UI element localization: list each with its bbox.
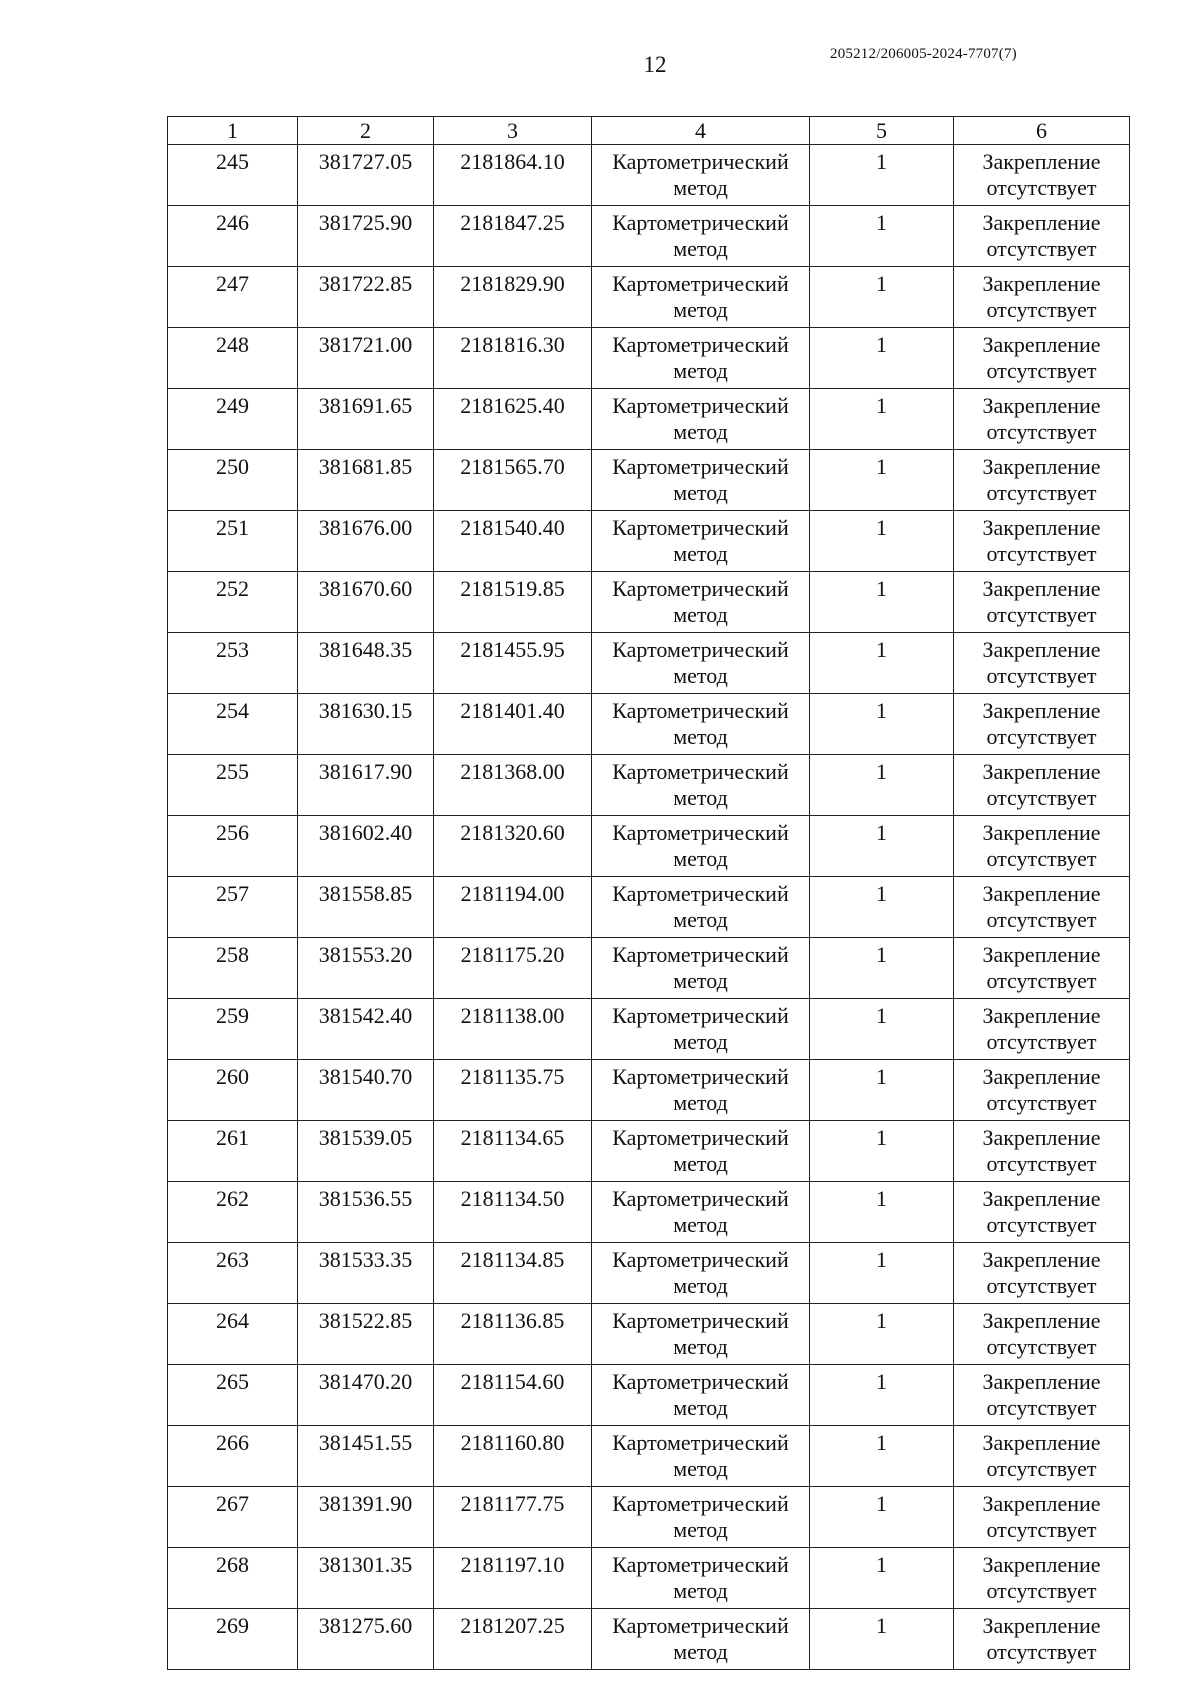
coord-x: 381275.60 — [298, 1609, 434, 1670]
method-cell: Картометрический метод — [592, 633, 810, 694]
table-row — [168, 145, 1130, 206]
point-number: 264 — [168, 1304, 298, 1365]
method-cell: Картометрический метод — [592, 206, 810, 267]
table-row — [168, 328, 1130, 389]
accuracy-cell: 1 — [810, 145, 954, 206]
coord-x: 381470.20 — [298, 1365, 434, 1426]
coord-x: 381721.00 — [298, 328, 434, 389]
accuracy-cell: 1 — [810, 1365, 954, 1426]
coord-y: 2181194.00 — [434, 877, 592, 938]
point-number: 253 — [168, 633, 298, 694]
table-row — [168, 755, 1130, 816]
coord-y: 2181519.85 — [434, 572, 592, 633]
accuracy-cell: 1 — [810, 1548, 954, 1609]
accuracy-cell: 1 — [810, 999, 954, 1060]
coord-y: 2181401.40 — [434, 694, 592, 755]
point-number: 260 — [168, 1060, 298, 1121]
point-number: 255 — [168, 755, 298, 816]
accuracy-cell: 1 — [810, 694, 954, 755]
table-row — [168, 1426, 1130, 1487]
coord-y: 2181134.50 — [434, 1182, 592, 1243]
method-cell: Картометрический метод — [592, 1548, 810, 1609]
point-number: 268 — [168, 1548, 298, 1609]
method-cell: Картометрический метод — [592, 450, 810, 511]
coord-y: 2181177.75 — [434, 1487, 592, 1548]
fixing-cell: Закрепление отсутствует — [954, 1182, 1130, 1243]
table-row — [168, 1487, 1130, 1548]
column-header: 1 — [168, 117, 298, 145]
table-row — [168, 1365, 1130, 1426]
column-header: 6 — [954, 117, 1130, 145]
table-row — [168, 206, 1130, 267]
point-number: 265 — [168, 1365, 298, 1426]
fixing-cell: Закрепление отсутствует — [954, 755, 1130, 816]
accuracy-cell: 1 — [810, 938, 954, 999]
method-cell: Картометрический метод — [592, 1243, 810, 1304]
fixing-cell: Закрепление отсутствует — [954, 267, 1130, 328]
coordinates-table — [167, 116, 1130, 1670]
coord-x: 381522.85 — [298, 1304, 434, 1365]
fixing-cell: Закрепление отсутствует — [954, 145, 1130, 206]
coord-x: 381676.00 — [298, 511, 434, 572]
table-row — [168, 450, 1130, 511]
coord-y: 2181134.65 — [434, 1121, 592, 1182]
coord-x: 381391.90 — [298, 1487, 434, 1548]
point-number: 250 — [168, 450, 298, 511]
coord-x: 381451.55 — [298, 1426, 434, 1487]
point-number: 254 — [168, 694, 298, 755]
fixing-cell: Закрепление отсутствует — [954, 1609, 1130, 1670]
coord-y: 2181864.10 — [434, 145, 592, 206]
coord-y: 2181455.95 — [434, 633, 592, 694]
coord-y: 2181207.25 — [434, 1609, 592, 1670]
point-number: 252 — [168, 572, 298, 633]
accuracy-cell: 1 — [810, 1060, 954, 1121]
method-cell: Картометрический метод — [592, 938, 810, 999]
method-cell: Картометрический метод — [592, 816, 810, 877]
coord-y: 2181368.00 — [434, 755, 592, 816]
coord-x: 381691.65 — [298, 389, 434, 450]
fixing-cell: Закрепление отсутствует — [954, 1304, 1130, 1365]
coord-y: 2181540.40 — [434, 511, 592, 572]
coord-y: 2181135.75 — [434, 1060, 592, 1121]
fixing-cell: Закрепление отсутствует — [954, 633, 1130, 694]
accuracy-cell: 1 — [810, 511, 954, 572]
method-cell: Картометрический метод — [592, 1182, 810, 1243]
accuracy-cell: 1 — [810, 633, 954, 694]
fixing-cell: Закрепление отсутствует — [954, 1121, 1130, 1182]
fixing-cell: Закрепление отсутствует — [954, 206, 1130, 267]
fixing-cell: Закрепление отсутствует — [954, 328, 1130, 389]
table-row — [168, 572, 1130, 633]
coord-x: 381648.35 — [298, 633, 434, 694]
method-cell: Картометрический метод — [592, 1487, 810, 1548]
coord-x: 381542.40 — [298, 999, 434, 1060]
point-number: 248 — [168, 328, 298, 389]
accuracy-cell: 1 — [810, 877, 954, 938]
coord-y: 2181197.10 — [434, 1548, 592, 1609]
point-number: 246 — [168, 206, 298, 267]
point-number: 262 — [168, 1182, 298, 1243]
column-header: 2 — [298, 117, 434, 145]
coord-y: 2181625.40 — [434, 389, 592, 450]
coord-y: 2181565.70 — [434, 450, 592, 511]
table-row — [168, 816, 1130, 877]
table-body — [168, 117, 1130, 1670]
table-row — [168, 1121, 1130, 1182]
column-header: 4 — [592, 117, 810, 145]
accuracy-cell: 1 — [810, 1487, 954, 1548]
table-row — [168, 938, 1130, 999]
table-row — [168, 1609, 1130, 1670]
fixing-cell: Закрепление отсутствует — [954, 816, 1130, 877]
fixing-cell: Закрепление отсутствует — [954, 877, 1130, 938]
coord-x: 381727.05 — [298, 145, 434, 206]
table-row — [168, 511, 1130, 572]
method-cell: Картометрический метод — [592, 267, 810, 328]
accuracy-cell: 1 — [810, 206, 954, 267]
method-cell: Картометрический метод — [592, 1060, 810, 1121]
fixing-cell: Закрепление отсутствует — [954, 1487, 1130, 1548]
coord-x: 381301.35 — [298, 1548, 434, 1609]
coord-y: 2181134.85 — [434, 1243, 592, 1304]
method-cell: Картометрический метод — [592, 572, 810, 633]
table-row — [168, 1243, 1130, 1304]
accuracy-cell: 1 — [810, 1426, 954, 1487]
coord-y: 2181829.90 — [434, 267, 592, 328]
fixing-cell: Закрепление отсутствует — [954, 1365, 1130, 1426]
method-cell: Картометрический метод — [592, 877, 810, 938]
coord-y: 2181154.60 — [434, 1365, 592, 1426]
fixing-cell: Закрепление отсутствует — [954, 511, 1130, 572]
coord-x: 381539.05 — [298, 1121, 434, 1182]
fixing-cell: Закрепление отсутствует — [954, 999, 1130, 1060]
accuracy-cell: 1 — [810, 572, 954, 633]
method-cell: Картометрический метод — [592, 755, 810, 816]
method-cell: Картометрический метод — [592, 1365, 810, 1426]
method-cell: Картометрический метод — [592, 999, 810, 1060]
table-row — [168, 1060, 1130, 1121]
coord-x: 381722.85 — [298, 267, 434, 328]
fixing-cell: Закрепление отсутствует — [954, 572, 1130, 633]
accuracy-cell: 1 — [810, 328, 954, 389]
accuracy-cell: 1 — [810, 267, 954, 328]
accuracy-cell: 1 — [810, 1304, 954, 1365]
column-header: 5 — [810, 117, 954, 145]
page-number: 12 — [643, 52, 667, 77]
coord-y: 2181847.25 — [434, 206, 592, 267]
table-row — [168, 1304, 1130, 1365]
coord-x: 381553.20 — [298, 938, 434, 999]
coord-x: 381725.90 — [298, 206, 434, 267]
table-row — [168, 633, 1130, 694]
table-row — [168, 1182, 1130, 1243]
coord-x: 381670.60 — [298, 572, 434, 633]
coord-x: 381630.15 — [298, 694, 434, 755]
fixing-cell: Закрепление отсутствует — [954, 389, 1130, 450]
point-number: 245 — [168, 145, 298, 206]
method-cell: Картометрический метод — [592, 1609, 810, 1670]
method-cell: Картометрический метод — [592, 694, 810, 755]
coord-x: 381602.40 — [298, 816, 434, 877]
coord-y: 2181816.30 — [434, 328, 592, 389]
method-cell: Картометрический метод — [592, 389, 810, 450]
coord-x: 381558.85 — [298, 877, 434, 938]
table-row — [168, 877, 1130, 938]
table-row — [168, 694, 1130, 755]
point-number: 251 — [168, 511, 298, 572]
fixing-cell: Закрепление отсутствует — [954, 1060, 1130, 1121]
point-number: 256 — [168, 816, 298, 877]
column-header: 3 — [434, 117, 592, 145]
document-reference: 205212/206005-2024-7707(7) — [830, 46, 1017, 62]
coord-x: 381617.90 — [298, 755, 434, 816]
method-cell: Картометрический метод — [592, 328, 810, 389]
point-number: 257 — [168, 877, 298, 938]
point-number: 258 — [168, 938, 298, 999]
accuracy-cell: 1 — [810, 1182, 954, 1243]
point-number: 261 — [168, 1121, 298, 1182]
accuracy-cell: 1 — [810, 1609, 954, 1670]
accuracy-cell: 1 — [810, 755, 954, 816]
method-cell: Картометрический метод — [592, 511, 810, 572]
coord-y: 2181136.85 — [434, 1304, 592, 1365]
accuracy-cell: 1 — [810, 816, 954, 877]
coord-x: 381681.85 — [298, 450, 434, 511]
point-number: 247 — [168, 267, 298, 328]
coord-x: 381536.55 — [298, 1182, 434, 1243]
point-number: 259 — [168, 999, 298, 1060]
method-cell: Картометрический метод — [592, 1304, 810, 1365]
fixing-cell: Закрепление отсутствует — [954, 1426, 1130, 1487]
fixing-cell: Закрепление отсутствует — [954, 1548, 1130, 1609]
method-cell: Картометрический метод — [592, 145, 810, 206]
coord-x: 381533.35 — [298, 1243, 434, 1304]
table-row — [168, 389, 1130, 450]
point-number: 263 — [168, 1243, 298, 1304]
coord-y: 2181138.00 — [434, 999, 592, 1060]
method-cell: Картометрический метод — [592, 1426, 810, 1487]
point-number: 267 — [168, 1487, 298, 1548]
point-number: 249 — [168, 389, 298, 450]
coord-y: 2181175.20 — [434, 938, 592, 999]
table-row — [168, 267, 1130, 328]
accuracy-cell: 1 — [810, 389, 954, 450]
accuracy-cell: 1 — [810, 1121, 954, 1182]
table-header-row — [168, 117, 1130, 145]
accuracy-cell: 1 — [810, 450, 954, 511]
accuracy-cell: 1 — [810, 1243, 954, 1304]
coord-y: 2181320.60 — [434, 816, 592, 877]
method-cell: Картометрический метод — [592, 1121, 810, 1182]
fixing-cell: Закрепление отсутствует — [954, 938, 1130, 999]
coord-x: 381540.70 — [298, 1060, 434, 1121]
point-number: 266 — [168, 1426, 298, 1487]
point-number: 269 — [168, 1609, 298, 1670]
table-row — [168, 1548, 1130, 1609]
coord-y: 2181160.80 — [434, 1426, 592, 1487]
fixing-cell: Закрепление отсутствует — [954, 694, 1130, 755]
table-row — [168, 999, 1130, 1060]
fixing-cell: Закрепление отсутствует — [954, 1243, 1130, 1304]
fixing-cell: Закрепление отсутствует — [954, 450, 1130, 511]
